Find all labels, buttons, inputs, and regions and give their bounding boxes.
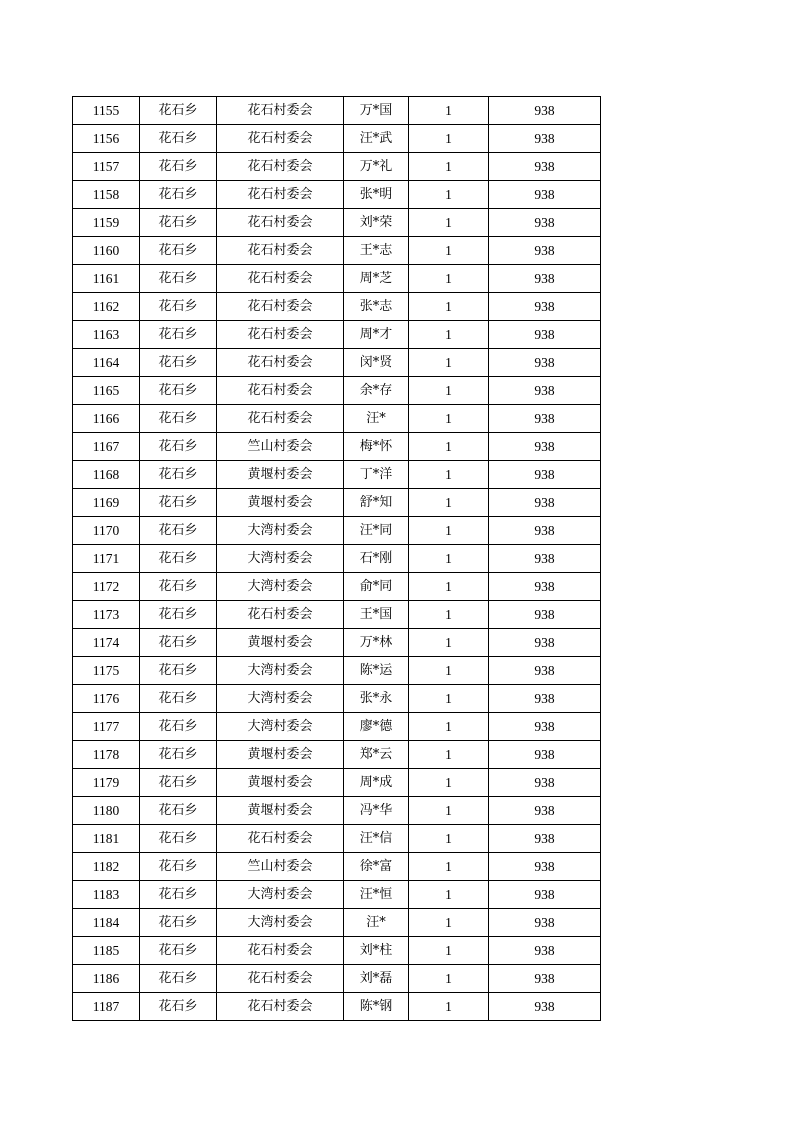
amount-cell: 938 [489, 713, 601, 741]
count-cell: 1 [409, 713, 489, 741]
amount-cell: 938 [489, 881, 601, 909]
row-number-cell: 1155 [73, 97, 140, 125]
table-row [73, 993, 601, 1021]
row-number-cell: 1173 [73, 601, 140, 629]
amount-cell: 938 [489, 489, 601, 517]
table-row [73, 265, 601, 293]
amount-cell: 938 [489, 853, 601, 881]
table-row [73, 377, 601, 405]
person-name-cell: 周*成 [344, 769, 409, 797]
township-cell: 花石乡 [140, 209, 217, 237]
village-committee-cell: 花石村委会 [217, 321, 344, 349]
village-committee-cell: 大湾村委会 [217, 909, 344, 937]
count-cell: 1 [409, 601, 489, 629]
amount-cell: 938 [489, 321, 601, 349]
village-committee-cell: 黄堰村委会 [217, 797, 344, 825]
township-cell: 花石乡 [140, 545, 217, 573]
person-name-cell: 陈*运 [344, 657, 409, 685]
township-cell: 花石乡 [140, 349, 217, 377]
township-cell: 花石乡 [140, 713, 217, 741]
table-row [73, 517, 601, 545]
amount-cell: 938 [489, 349, 601, 377]
amount-cell: 938 [489, 153, 601, 181]
table-row [73, 489, 601, 517]
person-name-cell: 刘*磊 [344, 965, 409, 993]
table-row [73, 293, 601, 321]
count-cell: 1 [409, 153, 489, 181]
person-name-cell: 周*才 [344, 321, 409, 349]
township-cell: 花石乡 [140, 853, 217, 881]
row-number-cell: 1184 [73, 909, 140, 937]
village-committee-cell: 花石村委会 [217, 293, 344, 321]
township-cell: 花石乡 [140, 125, 217, 153]
count-cell: 1 [409, 97, 489, 125]
amount-cell: 938 [489, 461, 601, 489]
village-committee-cell: 花石村委会 [217, 237, 344, 265]
count-cell: 1 [409, 349, 489, 377]
person-name-cell: 丁*洋 [344, 461, 409, 489]
village-committee-cell: 竺山村委会 [217, 433, 344, 461]
amount-cell: 938 [489, 265, 601, 293]
amount-cell: 938 [489, 937, 601, 965]
township-cell: 花石乡 [140, 293, 217, 321]
person-name-cell: 冯*华 [344, 797, 409, 825]
table-row [73, 209, 601, 237]
township-cell: 花石乡 [140, 937, 217, 965]
row-number-cell: 1167 [73, 433, 140, 461]
table-row [73, 881, 601, 909]
count-cell: 1 [409, 377, 489, 405]
village-committee-cell: 大湾村委会 [217, 573, 344, 601]
row-number-cell: 1174 [73, 629, 140, 657]
person-name-cell: 王*国 [344, 601, 409, 629]
row-number-cell: 1162 [73, 293, 140, 321]
amount-cell: 938 [489, 685, 601, 713]
village-committee-cell: 花石村委会 [217, 125, 344, 153]
amount-cell: 938 [489, 769, 601, 797]
village-committee-cell: 花石村委会 [217, 825, 344, 853]
person-name-cell: 石*刚 [344, 545, 409, 573]
village-committee-cell: 黄堰村委会 [217, 461, 344, 489]
person-name-cell: 张*志 [344, 293, 409, 321]
row-number-cell: 1187 [73, 993, 140, 1021]
row-number-cell: 1165 [73, 377, 140, 405]
row-number-cell: 1161 [73, 265, 140, 293]
table-row [73, 573, 601, 601]
amount-cell: 938 [489, 797, 601, 825]
amount-cell: 938 [489, 545, 601, 573]
count-cell: 1 [409, 293, 489, 321]
row-number-cell: 1172 [73, 573, 140, 601]
township-cell: 花石乡 [140, 153, 217, 181]
table-row [73, 181, 601, 209]
amount-cell: 938 [489, 433, 601, 461]
village-committee-cell: 花石村委会 [217, 405, 344, 433]
village-committee-cell: 黄堰村委会 [217, 629, 344, 657]
person-name-cell: 梅*怀 [344, 433, 409, 461]
row-number-cell: 1185 [73, 937, 140, 965]
township-cell: 花石乡 [140, 825, 217, 853]
village-committee-cell: 花石村委会 [217, 349, 344, 377]
township-cell: 花石乡 [140, 993, 217, 1021]
township-cell: 花石乡 [140, 797, 217, 825]
table-row [73, 545, 601, 573]
count-cell: 1 [409, 853, 489, 881]
row-number-cell: 1179 [73, 769, 140, 797]
row-number-cell: 1168 [73, 461, 140, 489]
row-number-cell: 1170 [73, 517, 140, 545]
amount-cell: 938 [489, 629, 601, 657]
township-cell: 花石乡 [140, 489, 217, 517]
amount-cell: 938 [489, 993, 601, 1021]
amount-cell: 938 [489, 741, 601, 769]
person-name-cell: 周*芝 [344, 265, 409, 293]
amount-cell: 938 [489, 909, 601, 937]
amount-cell: 938 [489, 237, 601, 265]
township-cell: 花石乡 [140, 769, 217, 797]
table-row [73, 601, 601, 629]
amount-cell: 938 [489, 573, 601, 601]
count-cell: 1 [409, 629, 489, 657]
township-cell: 花石乡 [140, 517, 217, 545]
row-number-cell: 1176 [73, 685, 140, 713]
table-row [73, 153, 601, 181]
township-cell: 花石乡 [140, 405, 217, 433]
village-committee-cell: 花石村委会 [217, 209, 344, 237]
person-name-cell: 舒*知 [344, 489, 409, 517]
count-cell: 1 [409, 797, 489, 825]
row-number-cell: 1181 [73, 825, 140, 853]
count-cell: 1 [409, 573, 489, 601]
count-cell: 1 [409, 741, 489, 769]
person-name-cell: 王*志 [344, 237, 409, 265]
person-name-cell: 万*国 [344, 97, 409, 125]
table-row [73, 909, 601, 937]
person-name-cell: 张*永 [344, 685, 409, 713]
village-committee-cell: 黄堰村委会 [217, 741, 344, 769]
row-number-cell: 1182 [73, 853, 140, 881]
count-cell: 1 [409, 909, 489, 937]
village-committee-cell: 花石村委会 [217, 181, 344, 209]
amount-cell: 938 [489, 601, 601, 629]
person-name-cell: 余*存 [344, 377, 409, 405]
person-name-cell: 廖*德 [344, 713, 409, 741]
row-number-cell: 1163 [73, 321, 140, 349]
row-number-cell: 1159 [73, 209, 140, 237]
count-cell: 1 [409, 125, 489, 153]
township-cell: 花石乡 [140, 573, 217, 601]
amount-cell: 938 [489, 825, 601, 853]
table-row [73, 125, 601, 153]
village-committee-cell: 黄堰村委会 [217, 769, 344, 797]
row-number-cell: 1178 [73, 741, 140, 769]
table-row [73, 405, 601, 433]
count-cell: 1 [409, 965, 489, 993]
table-row [73, 321, 601, 349]
row-number-cell: 1171 [73, 545, 140, 573]
table-row [73, 797, 601, 825]
amount-cell: 938 [489, 209, 601, 237]
amount-cell: 938 [489, 657, 601, 685]
village-committee-cell: 花石村委会 [217, 993, 344, 1021]
village-committee-cell: 大湾村委会 [217, 713, 344, 741]
township-cell: 花石乡 [140, 265, 217, 293]
count-cell: 1 [409, 321, 489, 349]
count-cell: 1 [409, 433, 489, 461]
table-row [73, 685, 601, 713]
village-committee-cell: 花石村委会 [217, 601, 344, 629]
table-row [73, 769, 601, 797]
count-cell: 1 [409, 937, 489, 965]
count-cell: 1 [409, 825, 489, 853]
person-name-cell: 汪*恒 [344, 881, 409, 909]
township-cell: 花石乡 [140, 685, 217, 713]
row-number-cell: 1180 [73, 797, 140, 825]
count-cell: 1 [409, 685, 489, 713]
township-cell: 花石乡 [140, 881, 217, 909]
township-cell: 花石乡 [140, 461, 217, 489]
count-cell: 1 [409, 545, 489, 573]
person-name-cell: 万*林 [344, 629, 409, 657]
table-row [73, 965, 601, 993]
person-name-cell: 刘*柱 [344, 937, 409, 965]
table-row [73, 629, 601, 657]
person-name-cell: 闵*贤 [344, 349, 409, 377]
table-row [73, 237, 601, 265]
table-row [73, 433, 601, 461]
village-committee-cell: 大湾村委会 [217, 545, 344, 573]
village-committee-cell: 大湾村委会 [217, 685, 344, 713]
amount-cell: 938 [489, 97, 601, 125]
table-row [73, 97, 601, 125]
person-name-cell: 俞*同 [344, 573, 409, 601]
township-cell: 花石乡 [140, 909, 217, 937]
table-row [73, 937, 601, 965]
township-cell: 花石乡 [140, 601, 217, 629]
township-cell: 花石乡 [140, 433, 217, 461]
amount-cell: 938 [489, 405, 601, 433]
row-number-cell: 1158 [73, 181, 140, 209]
village-committee-cell: 花石村委会 [217, 265, 344, 293]
table-row [73, 461, 601, 489]
table-row [73, 741, 601, 769]
village-committee-cell: 大湾村委会 [217, 517, 344, 545]
township-cell: 花石乡 [140, 97, 217, 125]
village-committee-cell: 大湾村委会 [217, 657, 344, 685]
person-name-cell: 汪*信 [344, 825, 409, 853]
count-cell: 1 [409, 405, 489, 433]
count-cell: 1 [409, 461, 489, 489]
person-name-cell: 郑*云 [344, 741, 409, 769]
person-name-cell: 陈*钢 [344, 993, 409, 1021]
person-name-cell: 汪* [344, 909, 409, 937]
table-row [73, 853, 601, 881]
count-cell: 1 [409, 657, 489, 685]
township-cell: 花石乡 [140, 657, 217, 685]
count-cell: 1 [409, 489, 489, 517]
count-cell: 1 [409, 181, 489, 209]
amount-cell: 938 [489, 125, 601, 153]
roster-table-body [73, 97, 601, 1021]
row-number-cell: 1160 [73, 237, 140, 265]
row-number-cell: 1175 [73, 657, 140, 685]
table-row [73, 657, 601, 685]
township-cell: 花石乡 [140, 321, 217, 349]
village-committee-cell: 花石村委会 [217, 153, 344, 181]
township-cell: 花石乡 [140, 237, 217, 265]
township-cell: 花石乡 [140, 377, 217, 405]
person-name-cell: 汪*武 [344, 125, 409, 153]
village-committee-cell: 花石村委会 [217, 377, 344, 405]
person-name-cell: 万*礼 [344, 153, 409, 181]
row-number-cell: 1164 [73, 349, 140, 377]
row-number-cell: 1166 [73, 405, 140, 433]
row-number-cell: 1156 [73, 125, 140, 153]
count-cell: 1 [409, 517, 489, 545]
count-cell: 1 [409, 769, 489, 797]
row-number-cell: 1186 [73, 965, 140, 993]
township-cell: 花石乡 [140, 741, 217, 769]
row-number-cell: 1169 [73, 489, 140, 517]
person-name-cell: 汪* [344, 405, 409, 433]
row-number-cell: 1157 [73, 153, 140, 181]
village-committee-cell: 竺山村委会 [217, 853, 344, 881]
amount-cell: 938 [489, 377, 601, 405]
village-committee-cell: 花石村委会 [217, 937, 344, 965]
village-committee-cell: 花石村委会 [217, 965, 344, 993]
person-name-cell: 张*明 [344, 181, 409, 209]
village-committee-cell: 黄堰村委会 [217, 489, 344, 517]
count-cell: 1 [409, 237, 489, 265]
count-cell: 1 [409, 209, 489, 237]
table-row [73, 349, 601, 377]
row-number-cell: 1183 [73, 881, 140, 909]
person-name-cell: 汪*同 [344, 517, 409, 545]
township-cell: 花石乡 [140, 629, 217, 657]
amount-cell: 938 [489, 181, 601, 209]
village-committee-cell: 大湾村委会 [217, 881, 344, 909]
person-name-cell: 徐*富 [344, 853, 409, 881]
count-cell: 1 [409, 881, 489, 909]
amount-cell: 938 [489, 965, 601, 993]
township-cell: 花石乡 [140, 181, 217, 209]
count-cell: 1 [409, 993, 489, 1021]
village-committee-cell: 花石村委会 [217, 97, 344, 125]
amount-cell: 938 [489, 517, 601, 545]
table-row [73, 713, 601, 741]
roster-table [72, 96, 601, 1021]
count-cell: 1 [409, 265, 489, 293]
table-row [73, 825, 601, 853]
township-cell: 花石乡 [140, 965, 217, 993]
person-name-cell: 刘*荣 [344, 209, 409, 237]
row-number-cell: 1177 [73, 713, 140, 741]
amount-cell: 938 [489, 293, 601, 321]
